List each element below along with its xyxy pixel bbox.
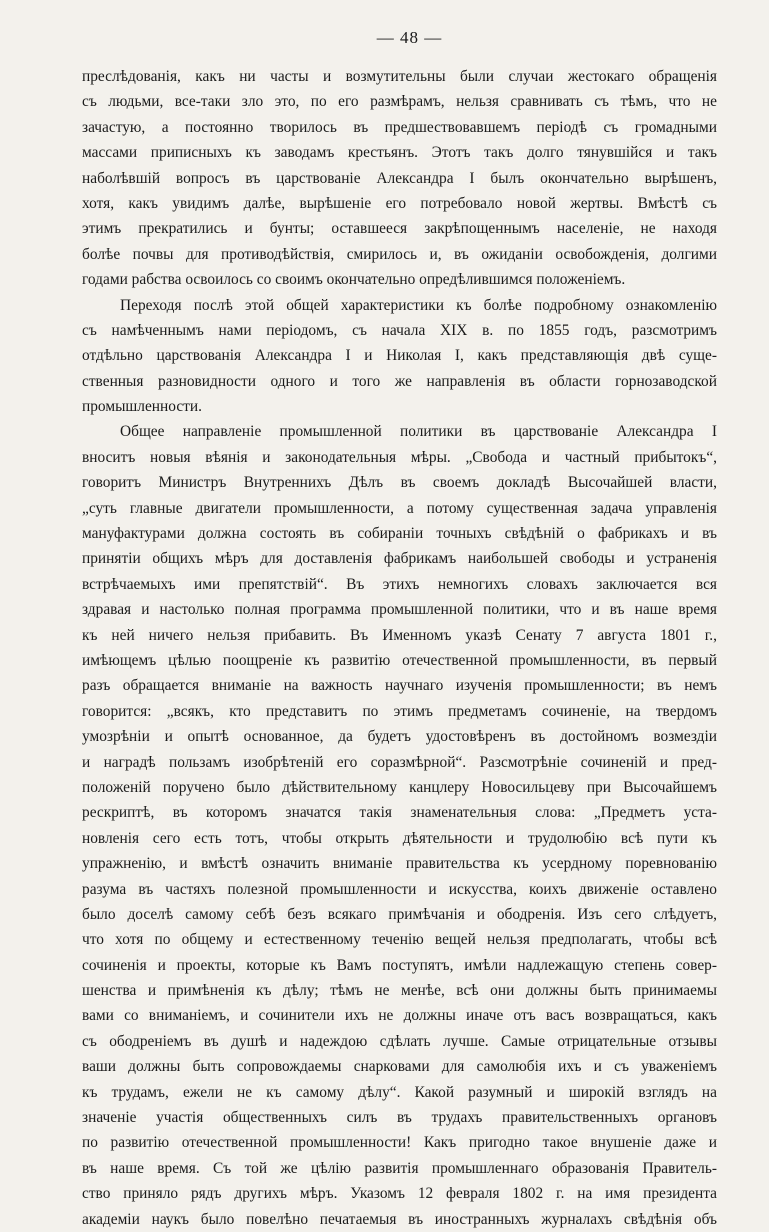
text-line: Общее направленіе промышленной политики въ царствованіе Александра I <box>120 423 717 441</box>
text-line: отдѣльно царствованія Александра I и Николая I, какъ представляющія двѣ суще- <box>82 347 717 365</box>
text-line: „суть главные двигатели промышленности, а потому существенная задача управленія <box>82 499 717 517</box>
text-line: Переходя послѣ этой общей характеристики къ болѣе подробному ознакомленію <box>120 296 717 314</box>
text-line: наболѣвшій вопросъ въ царствованіе Александра I былъ окончательно вырѣшенъ, <box>82 169 717 187</box>
text-line: было доселѣ самому себѣ безъ всякаго примѣчанія и ободренія. Изъ сего слѣдуетъ, <box>82 905 717 923</box>
text-line: преслѣдованія, какъ ни часты и возмутительны были случаи жестокаго обращенія <box>82 68 717 85</box>
text-line: и наградѣ пользамъ изобрѣтеній его соразмѣрной“. Разсмотрѣніе сочиненій и пред- <box>82 753 717 771</box>
text-line: этимъ прекратились и бунты; оставшееся закрѣпощеннымъ населеніе, не находя <box>82 220 717 238</box>
text-line: говоритъ Министръ Внутреннихъ Дѣлъ въ своемъ докладѣ Высочайшей власти, <box>82 474 717 492</box>
paragraph <box>82 293 717 420</box>
text-line: новленія сего есть тотъ, чтобы открыть дѣятельности и трудолюбію всѣ пути къ <box>82 829 717 847</box>
text-line: вноситъ новыя вѣянія и законодательныя мѣры. „Свобода и частный прибытокъ“, <box>82 448 717 466</box>
paragraph <box>82 64 717 293</box>
text-line: шенства и примѣненія къ дѣлу; тѣмъ не менѣе, всѣ они должны быть принимаемы <box>82 982 717 1000</box>
text-line: встрѣчаемыхъ ими препятствій“. Въ этихъ немногихъ словахъ заключается вся <box>82 575 717 593</box>
text-line: рескриптѣ, въ которомъ значатся такія знаменательныя слова: „Предметъ уста- <box>82 804 717 822</box>
page-number: — 48 — <box>376 28 443 47</box>
text-line: къ трудамъ, ежели не къ самому дѣлу“. Какой разумный и широкій взглядъ на <box>82 1083 717 1101</box>
text-line: говорится: „всякъ, кто представитъ по этимъ предметамъ сочиненіе, на твердомъ <box>82 702 717 720</box>
body-text <box>82 64 717 1232</box>
text-line: здравая и настолько полная программа промышленной политики, что и въ наше время <box>82 601 717 619</box>
text-line: академіи наукъ было повелѣно печатаемыя въ иностранныхъ журналахъ свѣдѣнія объ <box>82 1210 717 1228</box>
text-line: ственныя разновидности одного и того же направленія въ области горнозаводской <box>82 372 717 390</box>
text-line: значеніе участія общественныхъ силъ въ трудахъ правительственныхъ органовъ <box>82 1109 717 1127</box>
text-line: болѣе почвы для противодѣйствія, смирилось и, въ ожиданіи освобожденія, долгими <box>82 245 717 263</box>
text-line: принятіи общихъ мѣръ для доставленія фабрикамъ наибольшей свободы и устраненія <box>82 550 717 568</box>
text-line: массами приписныхъ къ заводамъ крестьянъ. Этотъ такъ долго тянувшійся и такъ <box>82 144 717 162</box>
text-line: промышленности. <box>82 398 202 416</box>
text-line: съ намѣченнымъ нами періодомъ, съ начала XIX в. по 1855 годъ, разсмотримъ <box>82 321 717 339</box>
text-line: хотя, какъ увидимъ далѣе, вырѣшеніе его потребовало новой жертвы. Вмѣстѣ съ <box>82 194 717 212</box>
text-line: ство приняло рядъ другихъ мѣръ. Указомъ 12 февраля 1802 г. на имя президента <box>82 1185 717 1203</box>
text-line: вами со вниманіемъ, и сочинители ихъ не должны иначе отъ васъ возвращаться, какъ <box>82 1007 717 1025</box>
text-line: съ людьми, все-таки зло это, по его размѣрамъ, нельзя сравнивать съ тѣмъ, что не <box>82 93 717 111</box>
text-line: къ ней ничего нельзя прибавить. Въ Именномъ указѣ Сенату 7 августа 1801 г., <box>82 626 717 644</box>
text-line: мануфактурами должна состоять въ собираніи точныхъ свѣдѣній о фабрикахъ и въ <box>82 525 717 543</box>
text-line: ваши должны быть сопровождаемы снарковами для самолюбія ихъ и съ уваженіемъ <box>82 1058 717 1076</box>
text-line: годами рабства освоилось со своимъ окончательно опредѣлившимся положеніемъ. <box>82 271 626 289</box>
text-line: въ наше время. Съ той же цѣлію развитія промышленнаго образованія Правитель- <box>82 1159 717 1177</box>
paragraph <box>82 419 717 1232</box>
text-line: разума въ частяхъ полезной промышленности и искусства, коихъ движеніе оставлено <box>82 880 717 898</box>
text-line: зачастую, а постоянно творилось въ предшествовавшемъ періодѣ съ громадными <box>82 118 717 136</box>
text-line: положеній поручено было дѣйствительному канцлеру Новосильцеву при Высочайшемъ <box>82 778 717 796</box>
text-line: имѣющемъ цѣлью поощреніе къ развитію отечественной промышленности, въ первый <box>82 651 717 669</box>
text-line: умозрѣніи и опытѣ основанное, да будетъ удостовѣренъ въ достойномъ возмездіи <box>82 728 717 746</box>
text-line: упражненію, и вмѣстѣ означить вниманіе правительства къ усердному поревнованію <box>82 855 717 873</box>
text-line: съ ободреніемъ въ душѣ и надеждою сдѣлать лучше. Самые отрицательные отзывы <box>82 1032 717 1050</box>
text-line: разъ обращается вниманіе на важность научнаго изученія промышленности; въ немъ <box>82 677 717 695</box>
text-line: по развитію отечественной промышленности! Какъ пригодно такое внушеніе даже и <box>82 1134 717 1152</box>
text-line: сочиненія и проекты, которые къ Вамъ поступятъ, имѣли надлежащую степень совер- <box>82 956 717 974</box>
text-line: что хотя по общему и естественному теченію вещей нельзя предполагать, чтобы всѣ <box>82 931 717 949</box>
